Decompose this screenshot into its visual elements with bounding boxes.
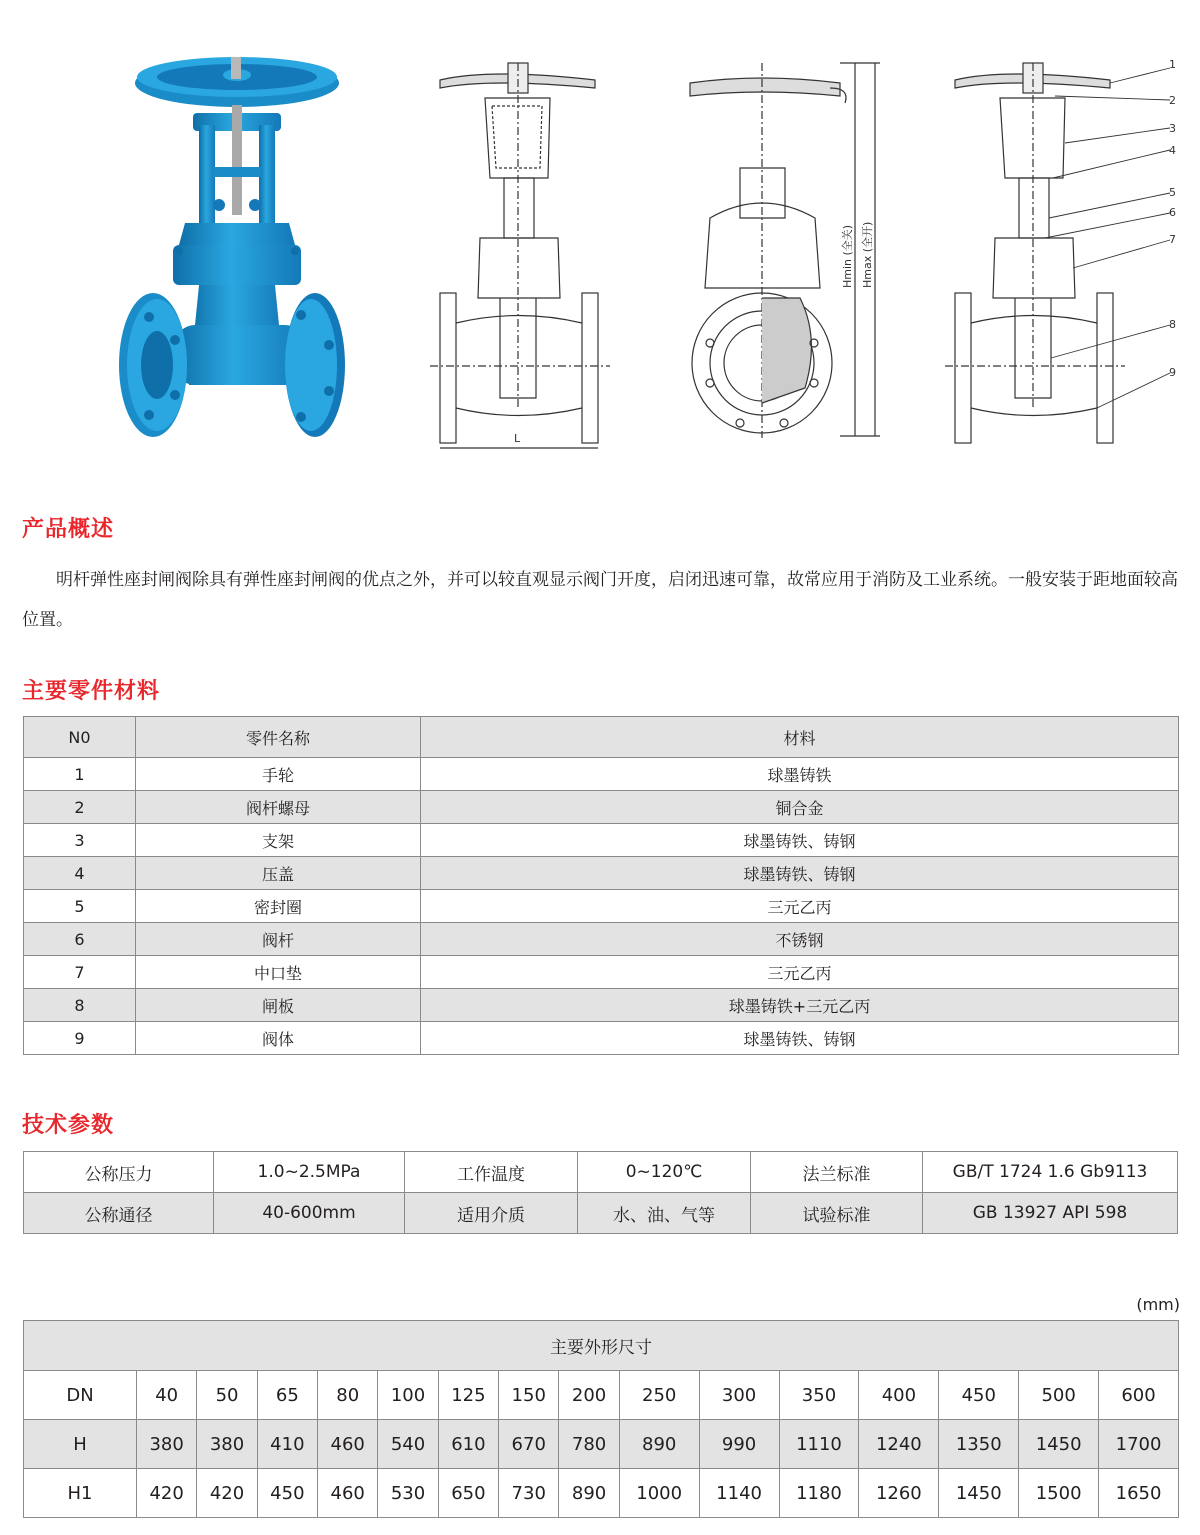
- cell-part: 密封圈: [136, 890, 421, 923]
- section-drawing-front: [430, 58, 610, 458]
- dimension-cell: 150: [499, 1371, 559, 1420]
- dimension-cell: 670: [499, 1420, 559, 1469]
- table-row: [24, 1193, 1178, 1234]
- dimension-cell: 65: [257, 1371, 317, 1420]
- table-row: [24, 1371, 1179, 1420]
- dimension-cell: 100: [378, 1371, 438, 1420]
- table-row: [24, 791, 1179, 824]
- valve-product-photo: [115, 55, 355, 465]
- dimension-cell: 1240: [859, 1420, 939, 1469]
- cell-part: 阀体: [136, 1022, 421, 1055]
- tech-title: 技术参数: [22, 1113, 115, 1138]
- dimension-cell: 460: [318, 1420, 378, 1469]
- cell-material: 铜合金: [421, 791, 1179, 824]
- callout-9: 9: [1169, 366, 1176, 379]
- callout-8: 8: [1169, 318, 1176, 331]
- dimension-cell: 1700: [1099, 1420, 1179, 1469]
- cell-part: 手轮: [136, 758, 421, 791]
- cell-material: 球墨铸铁、铸钢: [421, 1022, 1179, 1055]
- cell-part: 支架: [136, 824, 421, 857]
- dimensions-title: 主要外形尺寸: [24, 1321, 1179, 1371]
- dimension-label-hmax: Hmax (全开): [861, 221, 874, 288]
- dimension-cell: 610: [438, 1420, 498, 1469]
- dimension-label-hmin: Hmin (全关): [841, 224, 854, 288]
- callout-2: 2: [1169, 94, 1176, 107]
- parts-materials-table: [23, 716, 1179, 1055]
- dimension-cell: 410: [257, 1420, 317, 1469]
- cell-no: 3: [24, 824, 136, 857]
- overview-paragraph: 明杆弹性座封闸阀除具有弹性座封闸阀的优点之外，并可以较直观显示阀门开度，启闭迅速可靠，故常应用于消防及工业系统。一般安装于距地面较高位置。: [22, 570, 1178, 630]
- cell-material: 三元乙丙: [421, 890, 1179, 923]
- param-value: GB 13927 API 598: [923, 1193, 1178, 1234]
- callout-4: 4: [1169, 144, 1176, 157]
- table-row: [24, 1420, 1179, 1469]
- dimension-cell: 650: [438, 1469, 498, 1518]
- section-drawing-side: [680, 58, 890, 458]
- row-label: DN: [24, 1371, 137, 1420]
- cell-part: 中口垫: [136, 956, 421, 989]
- callout-3: 3: [1169, 122, 1176, 135]
- cell-material: 三元乙丙: [421, 956, 1179, 989]
- dimension-cell: 1180: [779, 1469, 859, 1518]
- dimension-cell: 990: [699, 1420, 779, 1469]
- table-header-row: [24, 717, 1179, 758]
- cell-material: 球墨铸铁: [421, 758, 1179, 791]
- table-row: [24, 890, 1179, 923]
- cell-material: 不锈钢: [421, 923, 1179, 956]
- param-label: 公称通径: [24, 1193, 214, 1234]
- cell-part: 阀杆: [136, 923, 421, 956]
- dimension-cell: 1450: [1019, 1420, 1099, 1469]
- dimension-cell: 1260: [859, 1469, 939, 1518]
- overview-title: 产品概述: [22, 517, 115, 542]
- param-value: 0~120℃: [578, 1152, 751, 1193]
- param-value: GB/T 1724 1.6 Gb9113: [923, 1152, 1178, 1193]
- table-row: [24, 1469, 1179, 1518]
- table-row: [24, 923, 1179, 956]
- dimension-cell: 420: [137, 1469, 197, 1518]
- dimension-cell: 730: [499, 1469, 559, 1518]
- cell-no: 8: [24, 989, 136, 1022]
- dimension-cell: 1500: [1019, 1469, 1099, 1518]
- tech-params-table: [23, 1151, 1178, 1234]
- param-value: 水、油、气等: [578, 1193, 751, 1234]
- table-row: [24, 1022, 1179, 1055]
- cell-no: 7: [24, 956, 136, 989]
- dimension-cell: 1450: [939, 1469, 1019, 1518]
- row-label: H1: [24, 1469, 137, 1518]
- dimension-cell: 300: [699, 1371, 779, 1420]
- dimension-cell: 125: [438, 1371, 498, 1420]
- param-label: 法兰标准: [751, 1152, 923, 1193]
- dimension-cell: 1000: [619, 1469, 699, 1518]
- dimension-cell: 1650: [1099, 1469, 1179, 1518]
- cell-part: 阀杆螺母: [136, 791, 421, 824]
- cell-part: 压盖: [136, 857, 421, 890]
- dimension-cell: 400: [859, 1371, 939, 1420]
- dimension-label-l: L: [514, 432, 521, 445]
- cell-no: 6: [24, 923, 136, 956]
- cell-material: 球墨铸铁、铸钢: [421, 857, 1179, 890]
- cell-material: 球墨铸铁、铸钢: [421, 824, 1179, 857]
- dimension-cell: 460: [318, 1469, 378, 1518]
- dimension-cell: 780: [559, 1420, 619, 1469]
- cell-material: 球墨铸铁+三元乙丙: [421, 989, 1179, 1022]
- table-row: [24, 1152, 1178, 1193]
- dimension-cell: 890: [559, 1469, 619, 1518]
- dimension-cell: 50: [197, 1371, 257, 1420]
- dimension-cell: 530: [378, 1469, 438, 1518]
- dimension-cell: 450: [257, 1469, 317, 1518]
- header-material: 材料: [421, 717, 1179, 758]
- dimension-cell: 420: [197, 1469, 257, 1518]
- dimension-cell: 80: [318, 1371, 378, 1420]
- table-row: [24, 989, 1179, 1022]
- callout-5: 5: [1169, 186, 1176, 199]
- dimension-cell: 40: [137, 1371, 197, 1420]
- table-row: [24, 956, 1179, 989]
- cell-no: 9: [24, 1022, 136, 1055]
- dimension-cell: 1350: [939, 1420, 1019, 1469]
- dimension-cell: 250: [619, 1371, 699, 1420]
- param-label: 公称压力: [24, 1152, 214, 1193]
- cell-no: 2: [24, 791, 136, 824]
- header-part-name: 零件名称: [136, 717, 421, 758]
- unit-label: (mm): [1136, 1295, 1180, 1314]
- cell-part: 闸板: [136, 989, 421, 1022]
- callout-1: 1: [1169, 58, 1176, 71]
- table-row: [24, 758, 1179, 791]
- cell-no: 1: [24, 758, 136, 791]
- param-label: 适用介质: [405, 1193, 578, 1234]
- dimension-cell: 450: [939, 1371, 1019, 1420]
- dimension-cell: 380: [137, 1420, 197, 1469]
- dimension-cell: 500: [1019, 1371, 1099, 1420]
- dimension-cell: 1110: [779, 1420, 859, 1469]
- parts-callout-drawing: [945, 58, 1185, 458]
- callout-6: 6: [1169, 206, 1176, 219]
- param-label: 试验标准: [751, 1193, 923, 1234]
- dimension-cell: 380: [197, 1420, 257, 1469]
- cell-no: 4: [24, 857, 136, 890]
- parts-title: 主要零件材料: [22, 679, 161, 704]
- callout-7: 7: [1169, 233, 1176, 246]
- dimension-cell: 890: [619, 1420, 699, 1469]
- dimension-cell: 350: [779, 1371, 859, 1420]
- table-title-row: [24, 1321, 1179, 1371]
- row-label: H: [24, 1420, 137, 1469]
- dimension-cell: 1140: [699, 1469, 779, 1518]
- param-value: 40-600mm: [214, 1193, 405, 1234]
- dimension-cell: 600: [1099, 1371, 1179, 1420]
- dimensions-table: [23, 1320, 1179, 1518]
- dimension-cell: 540: [378, 1420, 438, 1469]
- table-row: [24, 857, 1179, 890]
- dimension-cell: 200: [559, 1371, 619, 1420]
- param-value: 1.0~2.5MPa: [214, 1152, 405, 1193]
- param-label: 工作温度: [405, 1152, 578, 1193]
- header-no: N0: [24, 717, 136, 758]
- table-row: [24, 824, 1179, 857]
- cell-no: 5: [24, 890, 136, 923]
